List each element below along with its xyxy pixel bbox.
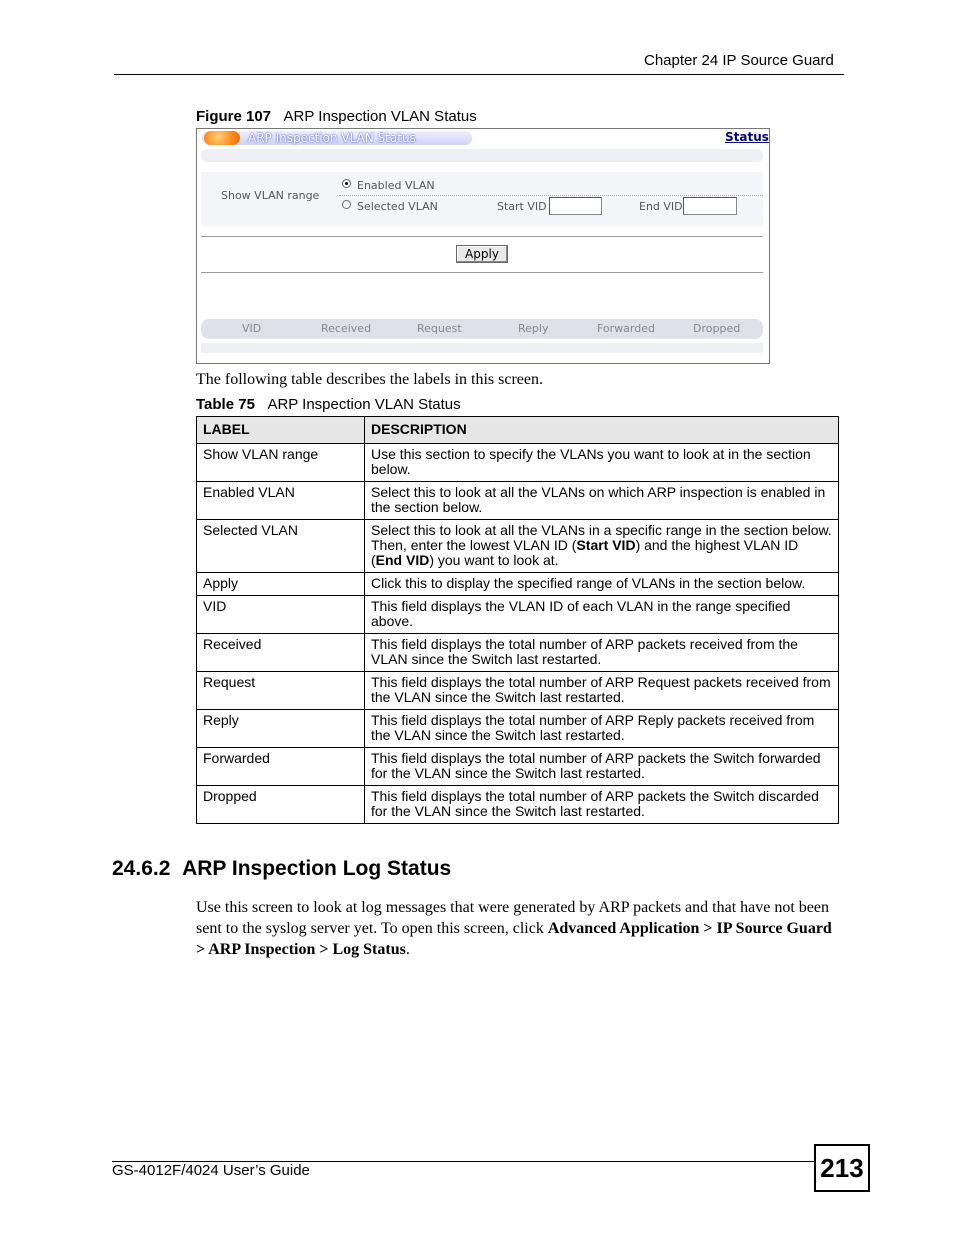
row-label: Received xyxy=(197,634,365,672)
table-header-row xyxy=(197,417,839,444)
table-row xyxy=(197,634,839,672)
intro-paragraph: The following table describes the labels in this screen. xyxy=(196,371,544,388)
row-label: Forwarded xyxy=(197,748,365,786)
header-description: DESCRIPTION xyxy=(365,417,839,444)
col-reply: Reply xyxy=(518,322,549,335)
status-link[interactable]: Status xyxy=(725,130,769,144)
row-description: This field displays the total number of ARP packets received from the VLAN since the Switch last restarted. xyxy=(365,634,839,672)
row-label: VID xyxy=(197,596,365,634)
table-row xyxy=(197,482,839,520)
row-label: Request xyxy=(197,672,365,710)
end-vid-label: End VID xyxy=(639,200,683,213)
table-row xyxy=(197,748,839,786)
chapter-header: Chapter 24 IP Source Guard xyxy=(644,52,834,69)
desc-part: Select this to look at all the VLANs in a specific range in the section below. Then, enter the lowest VLAN ID ( xyxy=(371,522,832,553)
header-rule xyxy=(114,74,844,75)
row-description: Click this to display the specified range of VLANs in the section below. xyxy=(365,573,839,596)
table-label: Table 75 xyxy=(196,396,255,413)
table-row xyxy=(197,710,839,748)
section-heading xyxy=(112,857,451,881)
desc-bold: Start VID xyxy=(576,537,636,553)
enabled-vlan-radio[interactable] xyxy=(342,179,351,188)
col-received: Received xyxy=(321,322,372,335)
row-description: This field displays the total number of ARP packets the Switch forwarded for the VLAN since the Switch last restarted. xyxy=(365,748,839,786)
menu-path: Advanced Application > IP Source Guard > ARP Inspection > Log Status xyxy=(196,920,832,958)
row-description: This field displays the total number of ARP Request packets received from the VLAN since the Switch last restarted. xyxy=(365,672,839,710)
column-header-band xyxy=(201,319,763,339)
figure-caption xyxy=(196,108,477,125)
desc-part: ) and the highest VLAN ID ( xyxy=(371,537,799,568)
guide-title: GS-4012F/4024 User’s Guide xyxy=(112,1162,310,1179)
section-title: ARP Inspection Log Status xyxy=(182,857,452,880)
end-vid-input[interactable] xyxy=(683,197,737,215)
dotted-divider xyxy=(339,195,763,196)
table-row xyxy=(197,786,839,824)
row-description: Select this to look at all the VLANs on which ARP inspection is enabled in the section below. xyxy=(365,482,839,520)
desc-bold: End VID xyxy=(375,552,430,568)
table-row xyxy=(197,596,839,634)
description-table xyxy=(196,416,839,824)
row-label: Selected VLAN xyxy=(197,520,365,573)
screen-title: ARP Inspection VLAN Status xyxy=(248,131,416,145)
section-text: Use this screen to look at log messages that were generated by ARP packets and that have not been sent to the syslog server yet. To open this screen, click xyxy=(196,899,829,937)
selected-vlan-radio[interactable] xyxy=(342,200,351,209)
table-row xyxy=(197,444,839,482)
section-text-end: . xyxy=(405,941,410,958)
table-caption xyxy=(196,396,461,413)
table-row xyxy=(197,520,839,573)
row-label: Apply xyxy=(197,573,365,596)
row-description: This field displays the VLAN ID of each VLAN in the range specified above. xyxy=(365,596,839,634)
col-vid: VID xyxy=(242,322,262,335)
row-description: Use this section to specify the VLANs you want to look at in the section below. xyxy=(365,444,839,482)
row-label: Reply xyxy=(197,710,365,748)
table-title: ARP Inspection VLAN Status xyxy=(267,396,461,413)
page-number: 213 xyxy=(814,1144,870,1192)
col-forwarded: Forwarded xyxy=(597,322,655,335)
table-row xyxy=(197,573,839,596)
screenshot-frame xyxy=(196,128,770,364)
section-paragraph xyxy=(196,897,844,960)
row-label: Enabled VLAN xyxy=(197,482,365,520)
show-vlan-range-label: Show VLAN range xyxy=(221,189,320,202)
header-label: LABEL xyxy=(197,417,365,444)
screen-titlebar xyxy=(202,131,472,145)
selected-vlan-label: Selected VLAN xyxy=(357,200,438,213)
row-description xyxy=(365,520,839,573)
row-label: Dropped xyxy=(197,786,365,824)
desc-part: ) you want to look at. xyxy=(429,552,559,568)
divider-1 xyxy=(201,236,763,237)
col-request: Request xyxy=(417,322,462,335)
col-dropped: Dropped xyxy=(693,322,741,335)
start-vid-input[interactable] xyxy=(549,197,602,215)
start-vid-label: Start VID xyxy=(497,200,547,213)
enabled-vlan-label: Enabled VLAN xyxy=(357,179,435,192)
divider-2 xyxy=(201,272,763,273)
title-orb-icon xyxy=(204,131,240,145)
top-band xyxy=(201,149,763,162)
row-description: This field displays the total number of ARP packets the Switch discarded for the VLAN since the Switch last restarted. xyxy=(365,786,839,824)
figure-label: Figure 107 xyxy=(196,108,272,125)
row-label: Show VLAN range xyxy=(197,444,365,482)
section-number: 24.6.2 xyxy=(112,857,171,880)
figure-title: ARP Inspection VLAN Status xyxy=(283,108,477,125)
table-row xyxy=(197,672,839,710)
row-description: This field displays the total number of ARP Reply packets received from the VLAN since the Switch last restarted. xyxy=(365,710,839,748)
bottom-band xyxy=(201,343,763,353)
apply-button[interactable]: Apply xyxy=(456,245,508,263)
